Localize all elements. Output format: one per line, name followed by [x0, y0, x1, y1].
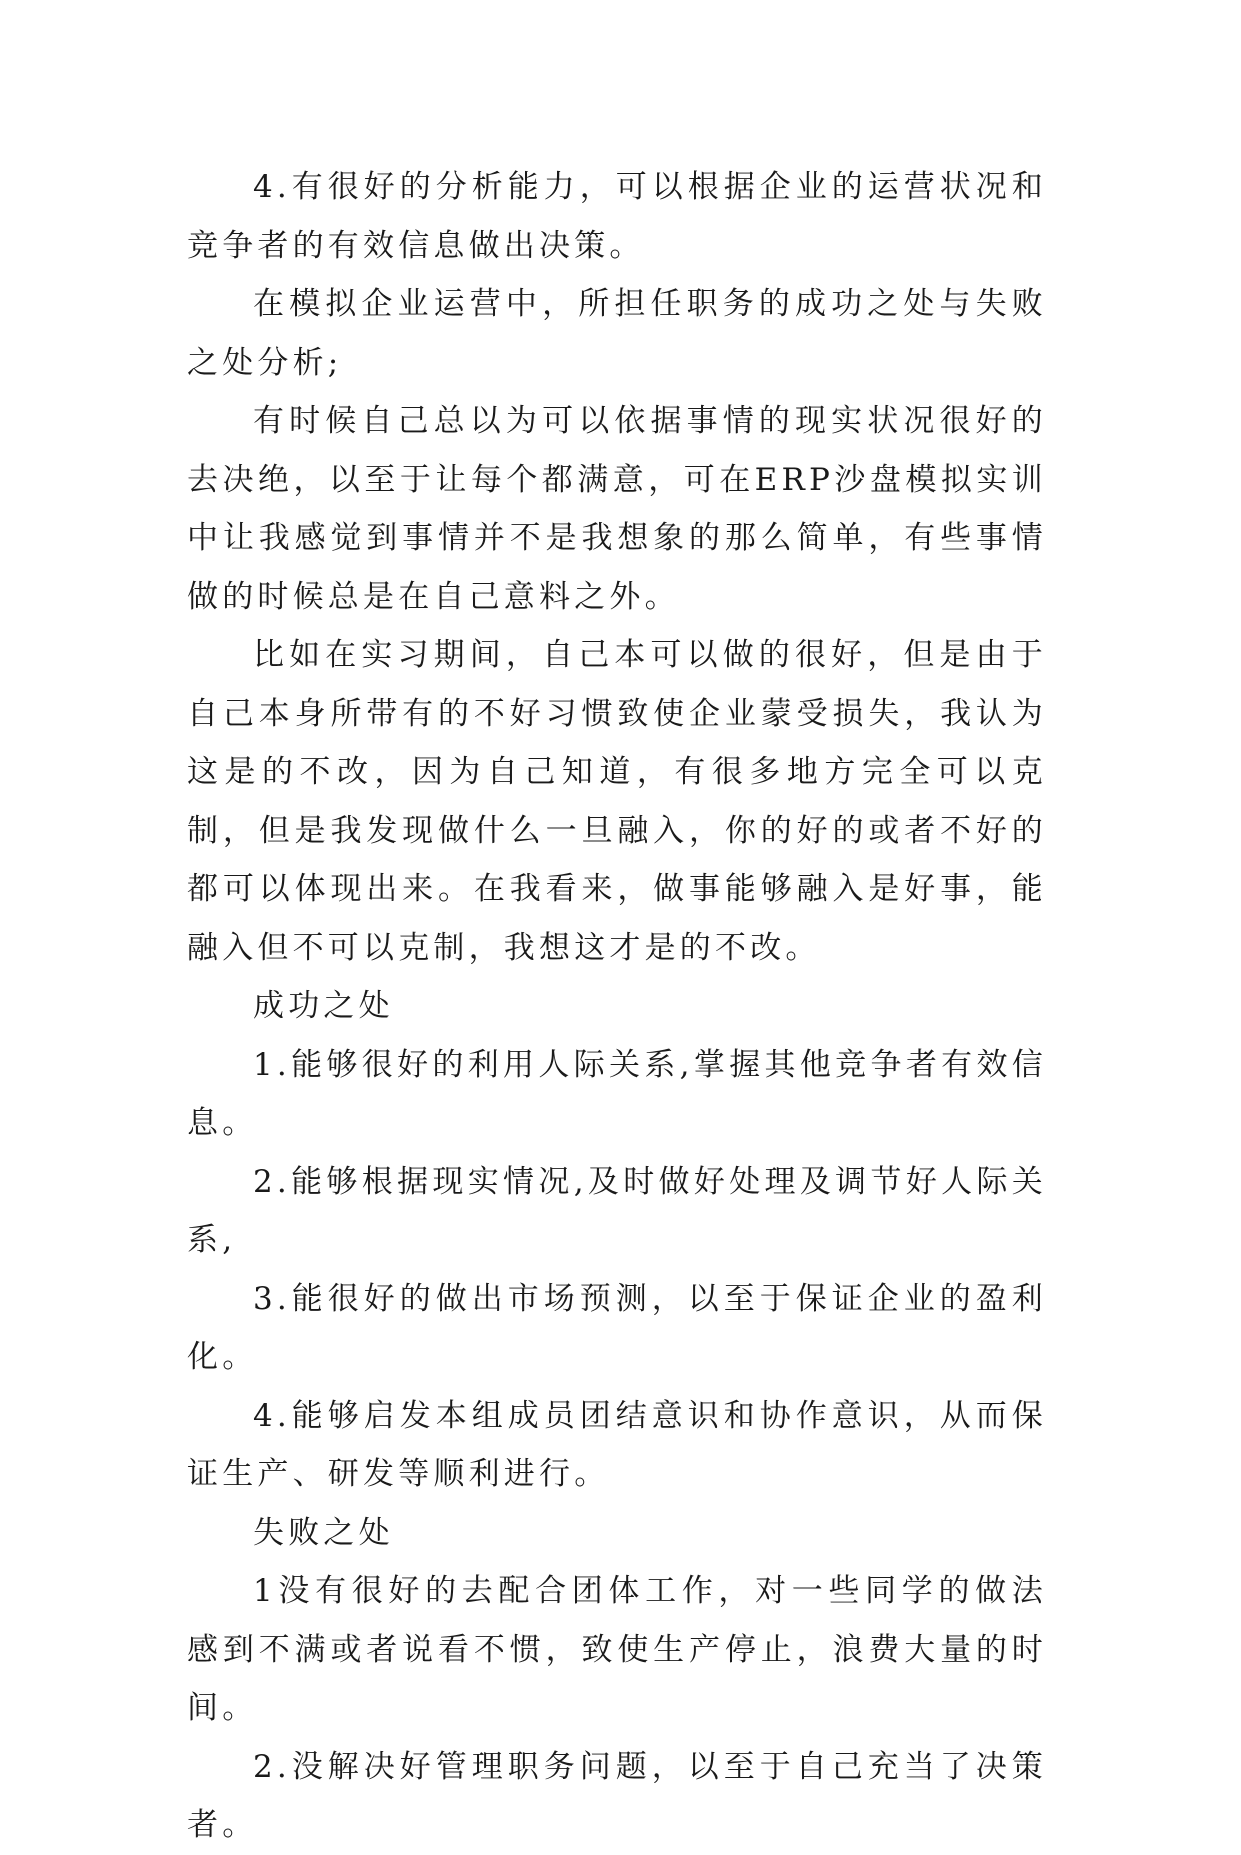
paragraph-analysis-ability: 4.有很好的分析能力，可以根据企业的运营状况和竞争者的有效信息做出决策。 — [187, 169, 1047, 264]
success-item-3: 3.能很好的做出市场预测，以至于保证企业的盈利化。 — [187, 1280, 1047, 1375]
paragraph-internship-example: 比如在实习期间，自己本可以做的很好，但是由于自己本身所带有的不好习惯致使企业蒙受损失，我认为这是的不改，因为自己知道，有很多地方完全可以克制，但是我发现做什么一旦融入，你的好的或者不好的都可以体现出来。在我看来，做事能够融入是好事，能融入但不可以克制，我想这才是的不改。 — [187, 637, 1047, 966]
failure-item-2: 2.没解决好管理职务问题，以至于自己充当了决策者。 — [187, 1748, 1047, 1843]
paragraph-erp-reflection: 有时候自己总以为可以依据事情的现实状况很好的去决绝，以至于让每个都满意，可在ERP沙盘模拟实训中让我感觉到事情并不是我想象的那么简单，有些事情做的时候总是在自己意料之外。 — [187, 403, 1047, 615]
success-item-1: 1.能够很好的利用人际关系,掌握其他竞争者有效信息。 — [187, 1046, 1047, 1141]
heading-success: 成功之处 — [253, 988, 394, 1024]
heading-failure: 失败之处 — [253, 1514, 394, 1551]
paragraph-role-analysis-intro: 在模拟企业运营中，所担任职务的成功之处与失败之处分析; — [187, 286, 1047, 381]
success-item-2: 2.能够根据现实情况,及时做好处理及调节好人际关系, — [187, 1163, 1047, 1258]
document-body — [187, 158, 1047, 1855]
success-item-4: 4.能够启发本组成员团结意识和协作意识，从而保证生产、研发等顺利进行。 — [187, 1397, 1047, 1492]
failure-item-1: 1没有很好的去配合团体工作，对一些同学的做法感到不满或者说看不惯，致使生产停止，浪费大量的时间。 — [187, 1573, 1047, 1726]
